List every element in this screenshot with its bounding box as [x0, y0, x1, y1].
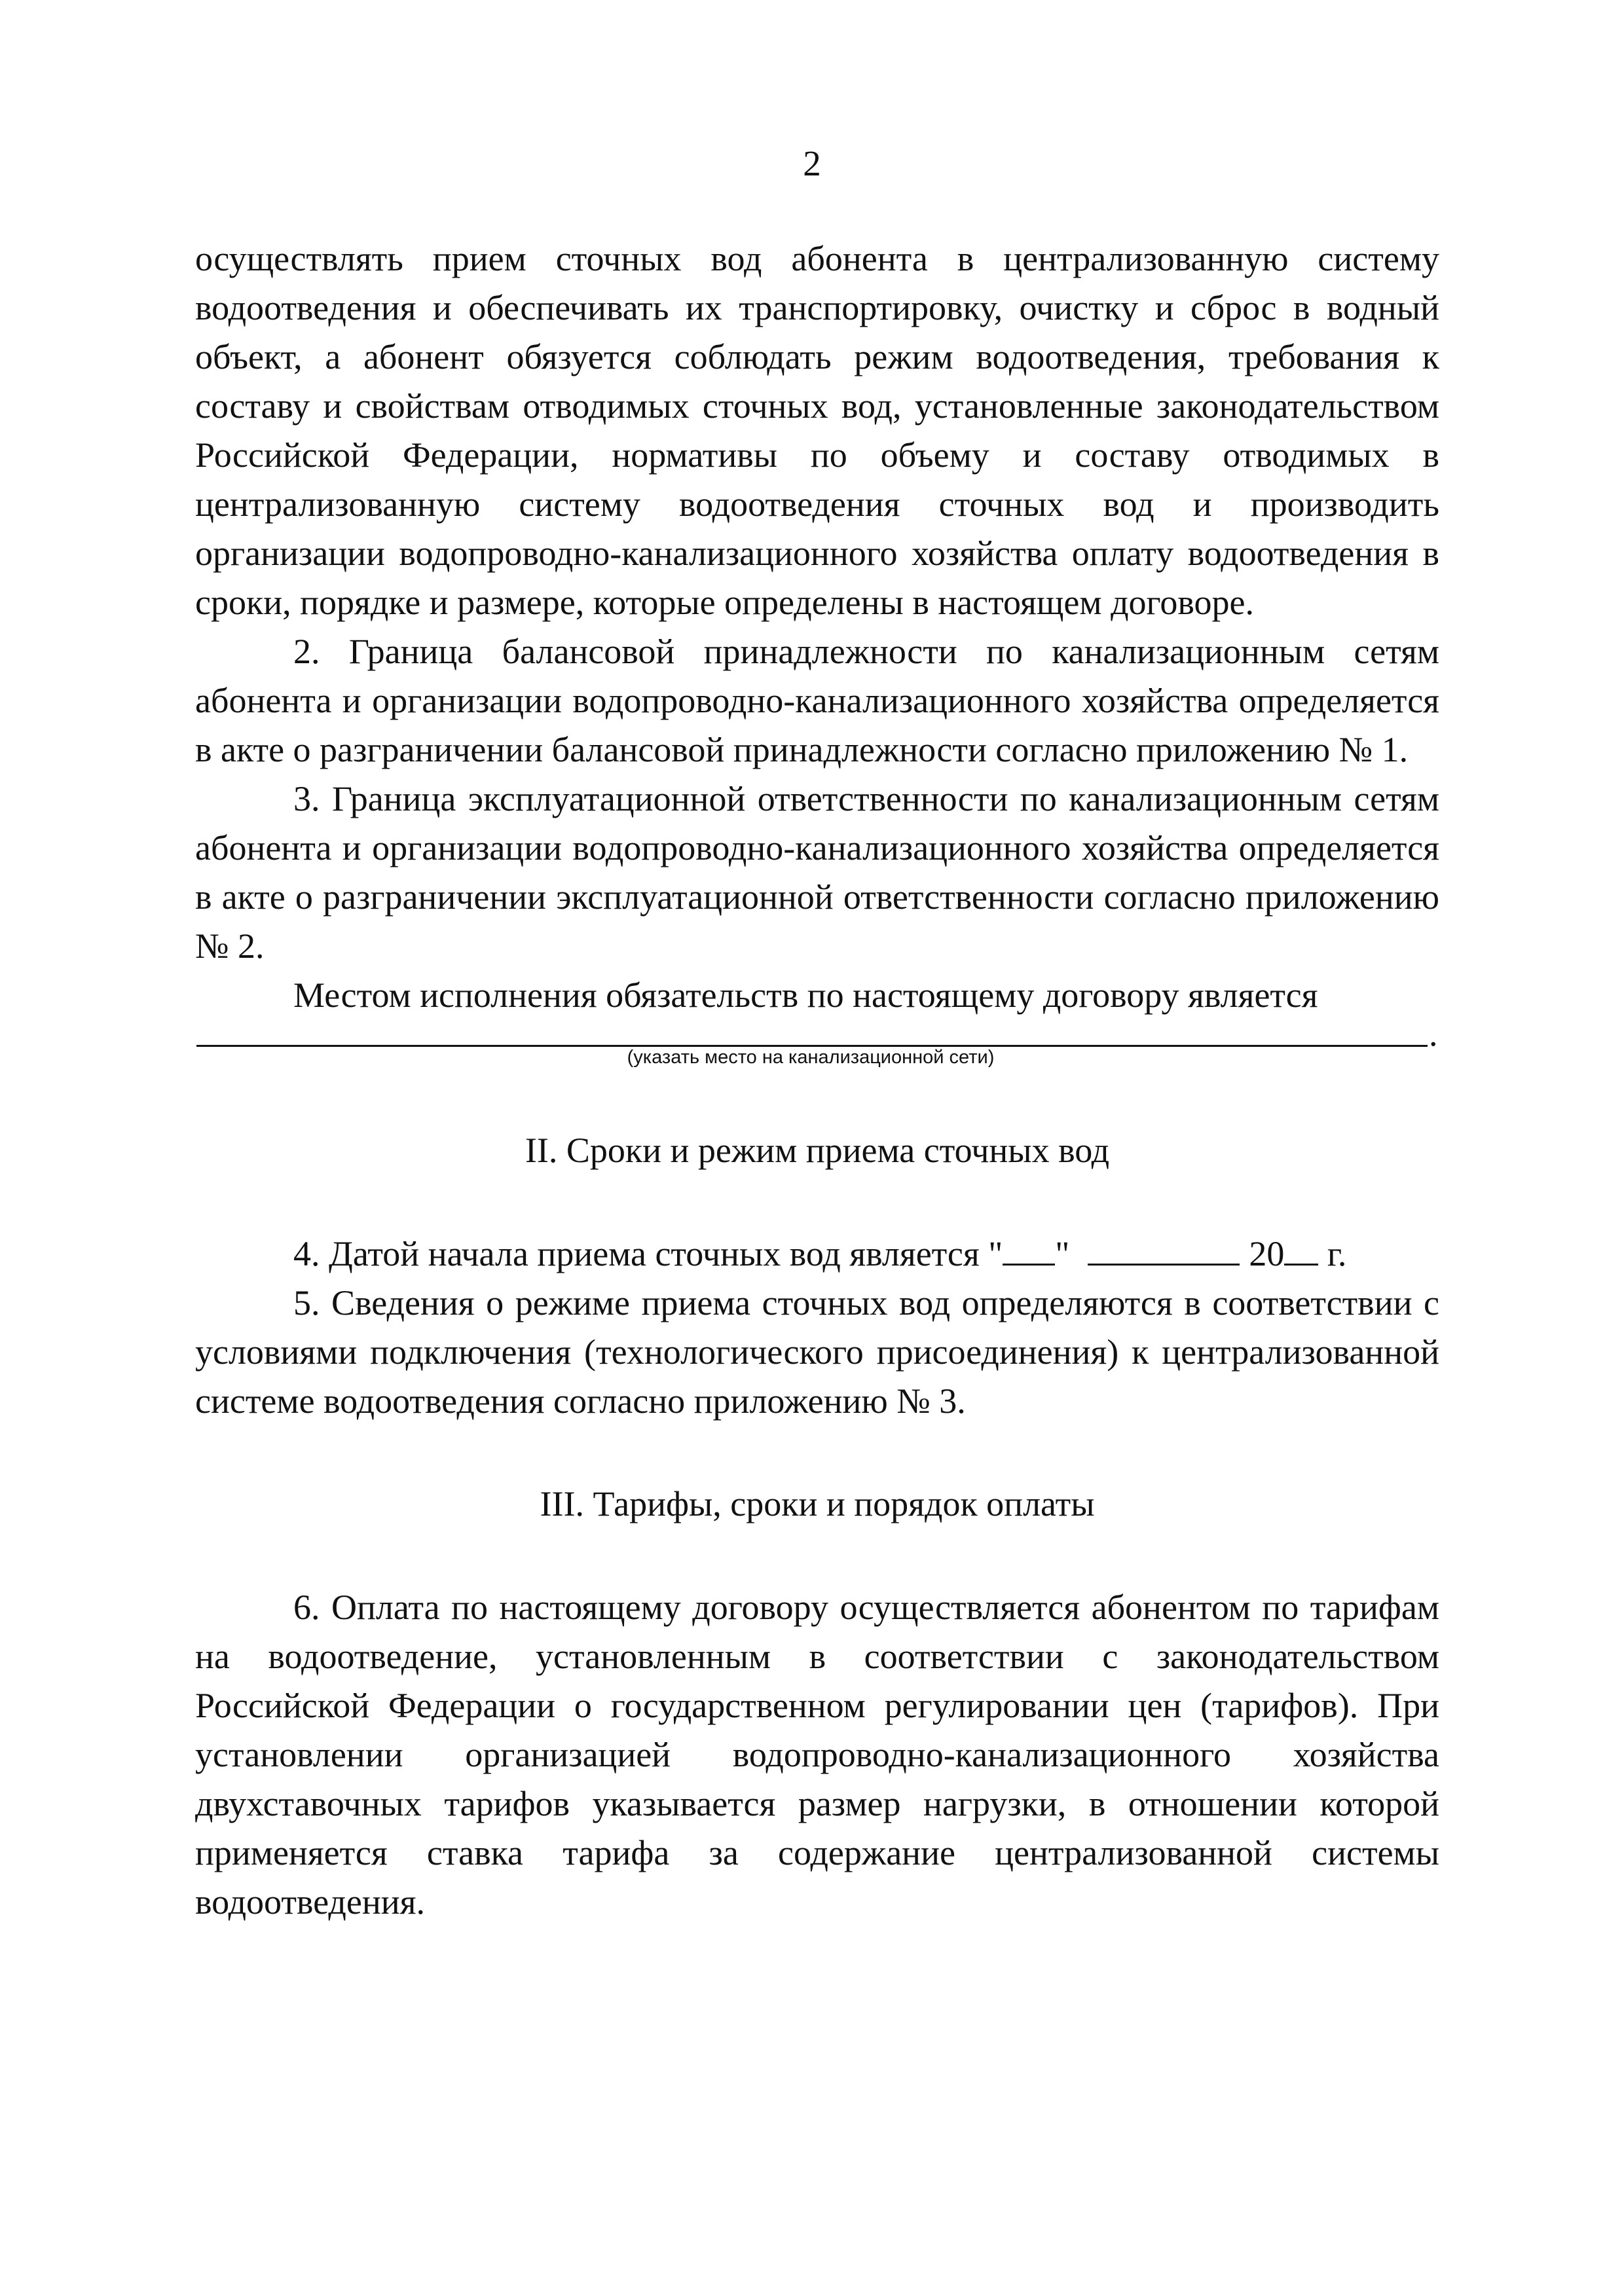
paragraph-continuation: осуществлять прием сточных вод абонента в централизованную систему водоотведения и обеспечивать их транспортировку, очистку и сброс в водный объект, а абонент обязуется соблюдать режим водоотведения, требования к составу и свойствам отводимых сточных вод, установленные законодательством Российской Федерации, нормативы по объему и составу отводимых в централизованную систему водоотведения сточных вод и производить организации водопроводно-канализационного хозяйства оплату водоотведения в сроки, порядке и размере, которые определены в настоящем договоре.	[195, 239, 1439, 622]
clause-4-text: 4. Датой начала приема сточных вод является	[293, 1234, 989, 1273]
clause-2: 2. Граница балансовой принадлежности по канализационным сетям абонента и организации водопроводно-канализационного хозяйства определяется в акте о разграничении балансовой принадлежности согласно приложению № 1.	[195, 632, 1439, 769]
blank-end-period: .	[1429, 1014, 1438, 1053]
page-number: 2	[803, 143, 821, 183]
place-blank-field	[195, 1014, 1439, 1072]
section-3-heading: III. Тарифы, сроки и порядок оплаты	[540, 1484, 1095, 1523]
month-blank	[1088, 1235, 1240, 1266]
year-suffix: г.	[1318, 1234, 1347, 1273]
section-2-heading: II. Сроки и режим приема сточных вод	[525, 1131, 1110, 1170]
clause-5: 5. Сведения о режиме приема сточных вод определяются в соответствии с условиями подключения (технологического присоединения) к централизованной системе водоотведения согласно приложению № 3.	[195, 1283, 1439, 1421]
clause-3: 3. Граница эксплуатационной ответственности по канализационным сетям абонента и организации водопроводно-канализационного хозяйства определяется в акте о разграничении эксплуатационной ответственности согласно приложению № 2.	[195, 779, 1439, 966]
place-of-performance: Местом исполнения обязательств по настоящему договору является	[293, 975, 1318, 1015]
quote-open: "	[988, 1234, 1003, 1273]
quote-close: "	[1055, 1234, 1070, 1273]
year-prefix: 20	[1249, 1234, 1285, 1273]
clause-6: 6. Оплата по настоящему договору осуществляется абонентом по тарифам на водоотведение, установленным в соответствии с законодательством Российской Федерации о государственном регулировании цен (тарифов). При установлении организацией водопроводно-канализационного хозяйства двухставочных тарифов указывается размер нагрузки, в отношении которой применяется ставка тарифа за содержание централизованной системы водоотведения.	[195, 1588, 1439, 1922]
day-blank	[1003, 1235, 1055, 1266]
document-body	[195, 234, 1439, 1927]
blank-caption: (указать место на канализационной сети)	[627, 1047, 995, 1068]
clause-4	[195, 1230, 1439, 1279]
year-blank	[1284, 1235, 1318, 1266]
